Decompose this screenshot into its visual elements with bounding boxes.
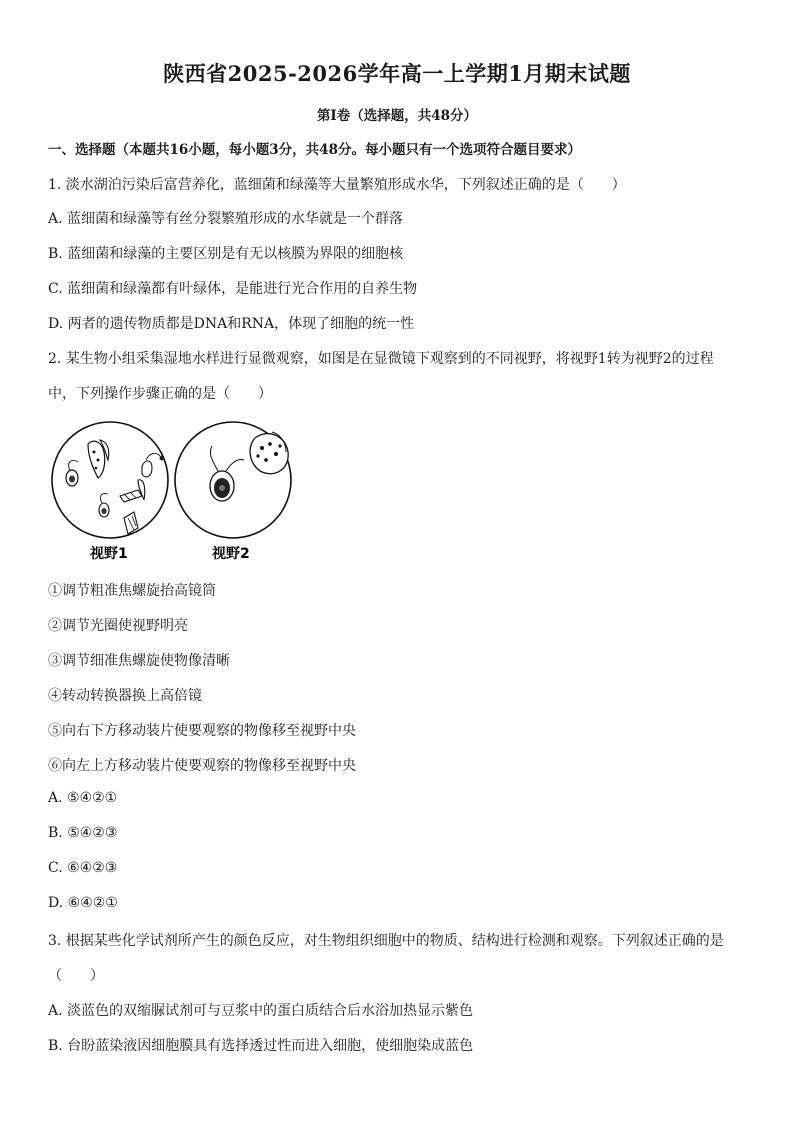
question-3-option-b: B. 台盼蓝染液因细胞膜具有选择透过性而进入细胞，使细胞染成蓝色 <box>48 1038 474 1054</box>
question-2-option-a: A. ⑤④②① <box>48 790 118 806</box>
section-heading: 一、选择题（本题共16小题，每小题3分，共48分。每小题只有一个选项符合题目要求） <box>48 142 581 158</box>
question-2-stem-line-2: 中，下列操作步骤正确的是（ ） <box>48 386 272 402</box>
question-2-step-5: ⑤向右下方移动装片使要观察的物像移至视野中央 <box>48 723 356 739</box>
question-1-option-c: C. 蓝细菌和绿藻都有叶绿体，是能进行光合作用的自养生物 <box>48 281 418 297</box>
page-title: 陕西省2025-2026学年高一上学期1月期末试题 <box>163 61 631 86</box>
question-2-step-4: ④转动转换器换上高倍镜 <box>48 688 202 704</box>
question-2-step-3: ③调节细准焦螺旋使物像清晰 <box>48 653 230 669</box>
microscope-fields-figure <box>50 418 295 566</box>
question-1-option-d: D. 两者的遗传物质都是DNA和RNA，体现了细胞的统一性 <box>48 316 415 332</box>
question-2-stem-line-1: 2. 某生物小组采集湿地水样进行显微观察，如图是在显微镜下观察到的不同视野，将视野1转为视野2的过程 <box>48 351 714 367</box>
field-of-view-2 <box>175 422 291 538</box>
question-1-option-b: B. 蓝细菌和绿藻的主要区别是有无以核膜为界限的细胞核 <box>48 246 404 262</box>
question-2-option-d: D. ⑥④②① <box>48 895 118 911</box>
question-3-option-a: A. 淡蓝色的双缩脲试剂可与豆浆中的蛋白质结合后水浴加热显示紫色 <box>48 1003 474 1019</box>
field-of-view-1 <box>52 422 168 538</box>
question-2-step-6: ⑥向左上方移动装片使要观察的物像移至视野中央 <box>48 758 356 774</box>
question-1-option-a: A. 蓝细菌和绿藻等有丝分裂繁殖形成的水华就是一个群落 <box>48 211 404 227</box>
question-3-stem-line-1: 3. 根据某些化学试剂所产生的颜色反应，对生物组织细胞中的物质、结构进行检测和观察。下列叙述正确的是 <box>48 933 724 949</box>
paper-part-heading: 第I卷（选择题，共48分） <box>316 108 478 124</box>
question-2-option-c: C. ⑥④②③ <box>48 860 118 876</box>
question-1-stem: 1. 淡水湖泊污染后富营养化，蓝细菌和绿藻等大量繁殖形成水华，下列叙述正确的是（ ） <box>48 177 626 193</box>
question-2-step-1: ①调节粗准焦螺旋抬高镜筒 <box>48 583 216 599</box>
question-2-option-b: B. ⑤④②③ <box>48 825 118 841</box>
field-label-1: 视野1 <box>90 546 128 562</box>
question-2-step-2: ②调节光圈使视野明亮 <box>48 618 188 634</box>
field-label-2: 视野2 <box>212 546 250 562</box>
question-3-stem-line-2: （ ） <box>48 968 104 984</box>
